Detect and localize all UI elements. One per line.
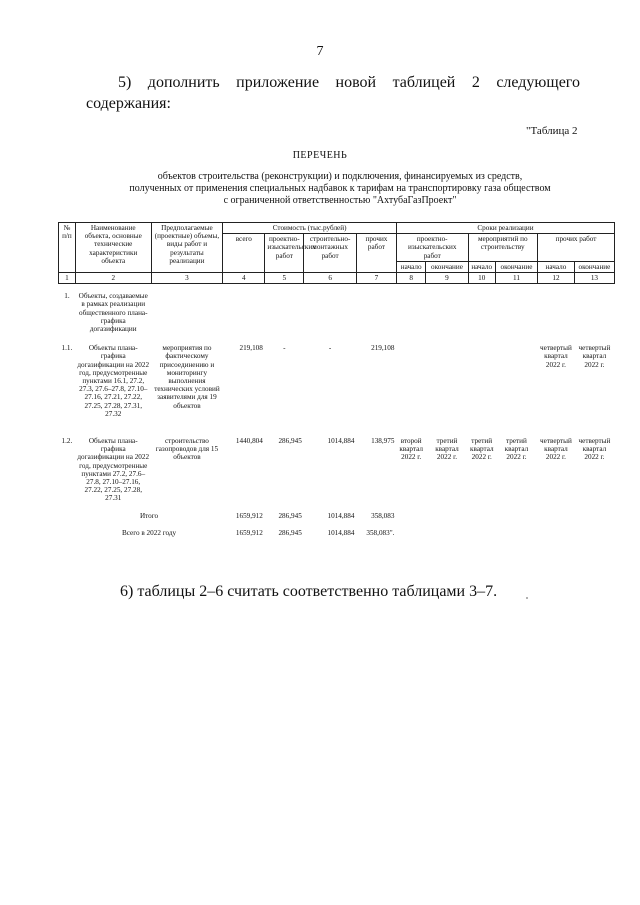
header-construction: строительно-монтажных работ [304, 234, 357, 273]
header-no: № п/п [59, 223, 76, 273]
other-end: четвертый квартал 2022 г. [578, 437, 611, 462]
amendment-item-5 [86, 72, 580, 114]
header-cost: Стоимость (тыс.рублей) [223, 223, 397, 234]
amendment-item-5-line1 [118, 72, 580, 93]
object-name: Объекты плана-графика догазификации на 2022 год, предусмотренные пунктами 27.2, 27.6–27.8, 27.10–27.16, 27.22, 27.25, 27.28, 27.31 [77, 437, 150, 503]
header-other: прочих работ [356, 234, 396, 273]
cost-design: 286,945 [278, 528, 302, 537]
cost-design: 286,945 [278, 511, 302, 520]
header-start: начало [468, 261, 495, 272]
design-start: второй квартал 2022 г. [399, 437, 423, 462]
planned-work: мероприятия по фактическому присоединению и мониторингу выполнения технических условий заявителями для 19 объектов [154, 344, 220, 410]
header-end: окончание [495, 261, 537, 272]
column-number: 7 [356, 273, 396, 284]
header-end: окончание [426, 261, 468, 272]
design-end: третий квартал 2022 г. [435, 437, 459, 462]
row-number: 1.2. [61, 437, 73, 446]
header-start: начало [396, 261, 425, 272]
column-number: 6 [304, 273, 357, 284]
cost-construction: 1014,884 [327, 528, 355, 537]
subtitle-line: объектов строительства (реконструкции) и подключения, финансируемых из средств, [157, 171, 523, 182]
page-number: 7 [316, 44, 324, 59]
cost-design: - [283, 344, 286, 353]
objects-table [58, 222, 615, 538]
total-label: Всего в 2022 году [121, 528, 177, 537]
cost-other: 219,108 [371, 344, 395, 353]
cost-total: 219,108 [239, 344, 263, 353]
table-row [59, 334, 615, 419]
header-name: Наименование объекта, основные технические характеристики объекта [75, 223, 151, 273]
table-row [59, 504, 615, 521]
header-design: проектно-изыскательских работ [265, 234, 304, 273]
document-subtitle [80, 171, 600, 207]
row-number: 1.1. [61, 344, 73, 353]
column-number: 5 [265, 273, 304, 284]
cost-other: 358,083". [366, 528, 395, 537]
cost-construction: 1014,884 [327, 511, 355, 520]
item5-word: дополнить [147, 74, 220, 91]
cost-construction: 1014,884 [327, 437, 355, 446]
cost-other: 138,975 [371, 437, 395, 446]
construction-start: третий квартал 2022 г. [470, 437, 494, 462]
other-start: четвертый квартал 2022 г. [540, 437, 572, 462]
cost-design: 286,945 [278, 437, 302, 446]
item5-word: следующего [496, 74, 580, 91]
column-number: 12 [538, 273, 575, 284]
cost-total: 1659,912 [235, 511, 263, 520]
column-number: 3 [151, 273, 223, 284]
table-row [59, 284, 615, 335]
subtitle-line: полученных от применения специальных надбавок к тарифам на транспортировку газа обществом [129, 183, 551, 194]
item5-word: новой [335, 74, 377, 91]
item5-word: 2 [471, 74, 480, 91]
column-number: 9 [426, 273, 468, 284]
object-name: Объекты, создаваемые в рамках реализации общественного плана-графика догазификации [78, 292, 148, 334]
scan-speck [526, 597, 528, 599]
cost-other: 358,083 [371, 511, 395, 520]
item5-word: приложение [236, 74, 320, 91]
table-row [59, 521, 615, 538]
subtotal-label: Итого [139, 511, 159, 520]
header-start: начало [538, 261, 575, 272]
document-title: ПЕРЕЧЕНЬ [292, 150, 348, 161]
amendment-item-6: 6) таблицы 2–6 считать соответственно таблицами 3–7. [120, 583, 498, 600]
table-caption: "Таблица 2 [526, 125, 578, 137]
header-planned: Предполагаемые (проектные) объемы, виды работ и результаты реализации [151, 223, 223, 273]
header-terms: Сроки реализации [396, 223, 614, 234]
table-row [59, 419, 615, 504]
column-number: 8 [396, 273, 425, 284]
planned-work: строительство газопроводов для 15 объектов [155, 437, 219, 462]
other-end: четвертый квартал 2022 г. [578, 344, 611, 369]
header-total: всего [223, 234, 265, 273]
cost-total: 1659,912 [235, 528, 263, 537]
column-number: 11 [495, 273, 537, 284]
cost-total: 1440,804 [235, 437, 263, 446]
row-number: 1. [64, 292, 70, 301]
header-design-terms: проектно-изыскательских работ [396, 234, 468, 262]
header-end: окончание [574, 261, 614, 272]
column-number: 2 [75, 273, 151, 284]
subtitle-line: с ограниченной ответственностью "АхтубаГазПроект" [223, 195, 457, 206]
column-number: 10 [468, 273, 495, 284]
construction-end: третий квартал 2022 г. [504, 437, 529, 462]
amendment-item-5-line2: содержания: [86, 95, 171, 112]
item5-word: таблицей [392, 74, 456, 91]
column-number: 13 [574, 273, 614, 284]
object-name: Объекты плана-графика догазификации на 2022 год, предусмотренные пунктами 16.1, 27.2, 27.3, 27.6–27.8, 27.10–27.16, 27.21, 27.22, 27.25, 27.28, 27.31, 27.32 [77, 344, 150, 418]
item5-word: 5) [118, 74, 132, 91]
header-constr-terms: мероприятий по строительству [468, 234, 537, 262]
other-start: четвертый квартал 2022 г. [540, 344, 572, 369]
header-other-terms: прочих работ [538, 234, 615, 262]
column-number: 1 [59, 273, 76, 284]
column-number: 4 [223, 273, 265, 284]
cost-construction: - [328, 344, 332, 353]
